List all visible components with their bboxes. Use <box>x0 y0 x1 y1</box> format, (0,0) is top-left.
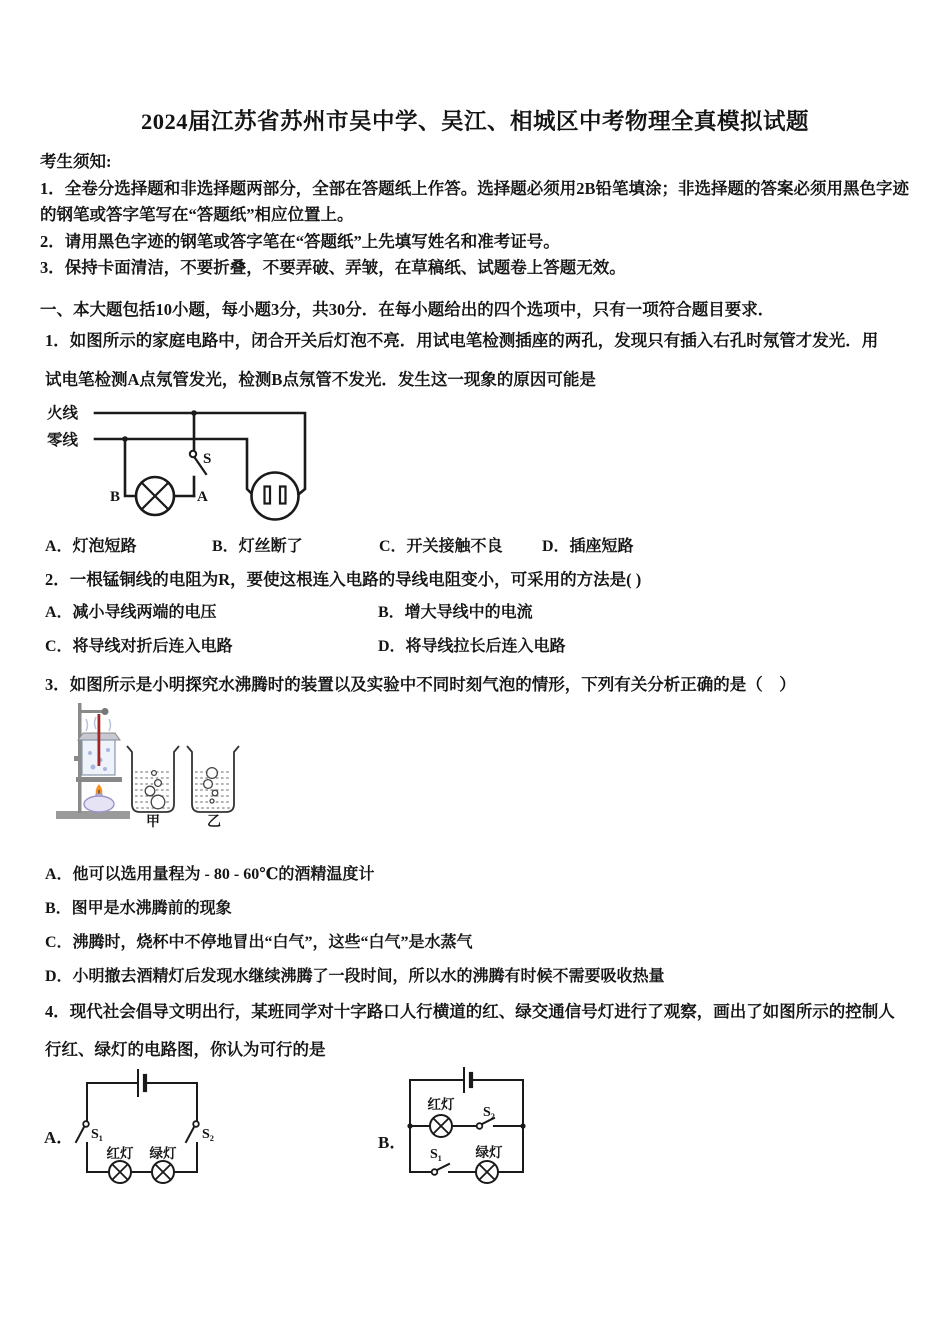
q1-text-line2: 试电笔检测A点氖管发光，检测B点氖管不发光．发生这一现象的原因可能是 <box>45 370 596 389</box>
q2-text: 2．一根锰铜线的电阻为R，要使这根连入电路的导线电阻变小，可采用的方法是( ) <box>45 570 642 589</box>
circuit-a-label: A． <box>44 1128 74 1147</box>
q4-circuit-b-figure <box>372 1060 540 1187</box>
notice-item-1: 1．全卷分选择题和非选择题两部分，全部在答题纸上作答。选择题必须用2B铅笔填涂；非选择题的答案必须用黑色字迹的钢笔或答字笔写在“答题纸”相应位置上。 <box>40 178 910 224</box>
notice-item-2: 2．请用黑色字迹的钢笔或答字笔在“答题纸”上先填写姓名和准考证号。 <box>40 231 560 251</box>
beaker-jia-label: 甲 <box>146 815 160 830</box>
q3-option-d: D．小明撤去酒精灯后发现水继续沸腾了一段时间，所以水的沸腾有时候不需要吸收热量 <box>45 968 665 985</box>
neutral-wire-label: 零线 <box>47 432 79 449</box>
q1-option-b: B．灯丝断了 <box>212 538 303 555</box>
circuit-b-wires <box>410 1068 523 1172</box>
beaker-jia-icon <box>127 746 179 830</box>
bubbles-yi <box>204 768 218 803</box>
lamp-icon <box>136 477 174 515</box>
switch-blade <box>437 1164 449 1170</box>
notice-heading: 考生须知: <box>40 152 112 171</box>
switch-pivot <box>432 1169 438 1175</box>
junction-dot <box>407 1123 412 1128</box>
q4-circuit-a-figure <box>40 1063 225 1195</box>
circuit-b-label: B． <box>378 1133 407 1152</box>
q3-text: 3．如图所示是小明探究水沸腾时的装置以及实验中不同时刻气泡的情形，下列有关分析正确的是（ ） <box>45 675 796 694</box>
socket-icon <box>252 473 299 520</box>
notice-block <box>40 149 914 282</box>
green-lamp-icon <box>152 1161 174 1183</box>
notice-item-3: 3．保持卡面清洁，不要折叠，不要弄破、弄皱，在草稿纸、试题卷上答题无效。 <box>40 258 626 277</box>
q3-option-b: B．图甲是水沸腾前的现象 <box>45 900 232 917</box>
beaker-yi-icon <box>187 746 239 830</box>
junction-dot <box>122 436 128 442</box>
q1-text-line1: 1．如图所示的家庭电路中，闭合开关后灯泡不亮．用试电笔检测插座的两孔，发现只有插入右孔时氖管才发光．用 <box>45 331 879 350</box>
q4-text-line1: 4．现代社会倡导文明出行，某班同学对十字路口人行横道的红、绿交通信号灯进行了观察，画出了如图所示的控制人 <box>45 1002 895 1021</box>
q1-circuit-figure <box>42 397 312 525</box>
switch-label: S <box>203 451 212 467</box>
q1-option-d: D．插座短路 <box>542 538 634 555</box>
q1-option-c: C．开关接触不良 <box>379 538 503 555</box>
alcohol-lamp-icon <box>84 796 114 812</box>
switch-blade <box>186 1127 194 1142</box>
q3-option-a: A．他可以选用量程为 - 80 - 60℃的酒精温度计 <box>45 866 375 883</box>
switch-pivot <box>477 1123 483 1129</box>
s2-label: S₂ <box>202 1127 214 1142</box>
page-title: 2024届江苏省苏州市吴中学、吴江、相城区中考物理全真模拟试题 <box>140 109 809 134</box>
s2-label: S₂ <box>483 1105 495 1120</box>
point-b-label: B <box>110 489 121 505</box>
q3-option-c: C．沸腾时，烧杯中不停地冒出“白气”，这些“白气”是水蒸气 <box>45 934 473 951</box>
green-lamp-icon <box>476 1161 498 1183</box>
point-a-label: A <box>197 489 208 505</box>
red-lamp-label: 红灯 <box>106 1146 134 1161</box>
q2-option-b: B．增大导线中的电流 <box>378 604 533 621</box>
s1-label: S₁ <box>430 1147 442 1162</box>
q2-option-a: A．减小导线两端的电压 <box>45 604 217 621</box>
q2-option-c: C．将导线对折后连入电路 <box>45 638 233 655</box>
live-wire-label: 火线 <box>47 405 79 422</box>
q2-option-d: D．将导线拉长后连入电路 <box>378 638 566 655</box>
stand-plate <box>76 777 122 782</box>
red-lamp-icon <box>109 1161 131 1183</box>
boiling-apparatus-icon <box>56 703 130 819</box>
green-lamp-label: 绿灯 <box>149 1146 177 1161</box>
switch-pivot <box>190 451 196 457</box>
q3-boiling-figure <box>48 698 258 834</box>
thermometer-icon <box>98 714 101 766</box>
red-lamp-label: 红灯 <box>427 1097 455 1112</box>
q4-text-line2: 行红、绿灯的电路图，你认为可行的是 <box>45 1040 326 1059</box>
circuit-a-wires <box>76 1070 197 1172</box>
q1-option-a: A．灯泡短路 <box>45 538 137 555</box>
junction-dot <box>520 1123 525 1128</box>
beaker-yi-label: 乙 <box>207 815 221 830</box>
s1-label: S₁ <box>91 1127 103 1142</box>
switch-blade <box>76 1127 84 1142</box>
section1-heading: 一、本大题包括10小题，每小题3分，共30分．在每小题给出的四个选项中，只有一项符合题目要求． <box>40 300 775 319</box>
switch-pivot <box>83 1121 89 1127</box>
green-lamp-label: 绿灯 <box>475 1145 503 1160</box>
red-lamp-icon <box>430 1115 452 1137</box>
junction-dot <box>191 410 197 416</box>
switch-pivot <box>193 1121 199 1127</box>
